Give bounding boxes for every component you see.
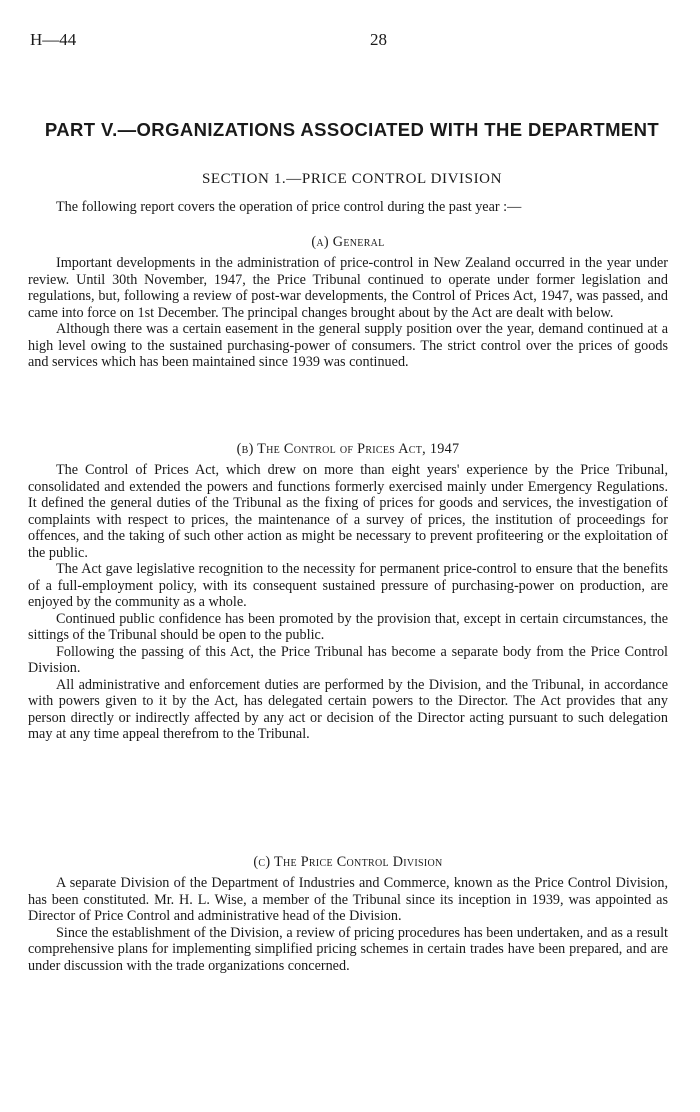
paragraph: The Act gave legislative recognition to the necessity for permanent price-control to ensure that the benefits of a full-employment policy, with its consequent sustained pressure of purchasing-power on production, are enjoyed by the community as a whole.	[28, 561, 668, 610]
subsection-body-general	[28, 255, 668, 371]
document-reference: H—44	[30, 30, 77, 49]
subsection-body-control-of-prices-act	[28, 462, 668, 743]
subsection-heading-price-control-division: (c) The Price Control Division	[253, 854, 443, 870]
subsection-heading-control-of-prices-act: (b) The Control of Prices Act, 1947	[236, 441, 460, 457]
section-title: SECTION 1.—PRICE CONTROL DIVISION	[201, 171, 503, 187]
subsection-heading-general: (a) General	[311, 234, 385, 250]
paragraph: Although there was a certain easement in the general supply position over the year, demand continued at a high level owing to the sustained purchasing-power of consumers. The strict control over the prices of goods and services which has been maintained since 1939 was continued.	[28, 321, 668, 370]
paragraph: Continued public confidence has been promoted by the provision that, except in certain circumstances, the sittings of the Tribunal should be open to the public.	[28, 610, 668, 643]
paragraph: A separate Division of the Department of Industries and Commerce, known as the Price Control Division, has been constituted. Mr. H. L. Wise, a member of the Tribunal since its inception in 1939, was appointed as Director of Price Control and administrative head of the Division.	[28, 875, 668, 924]
paragraph: Important developments in the administration of price-control in New Zealand occurred in the year under review. Until 30th November, 1947, the Price Tribunal continued to operate under former legislation and regulations, but, following a review of post-war developments, the Control of Prices Act, 1947, was passed, and came into force on 1st December. The principal changes brought about by the Act are dealt with below.	[28, 255, 668, 321]
paragraph: All administrative and enforcement duties are performed by the Division, and the Tribunal, in accordance with powers given to it by the Act, has delegated certain powers to the Director. The Act provides that any person directly or indirectly affected by any act or decision of the Director acting pursuant to such delegation may at any time appeal therefrom to the Tribunal.	[28, 676, 668, 742]
paragraph: The Control of Prices Act, which drew on more than eight years' experience by the Price Tribunal, consolidated and extended the powers and functions formerly exercised mainly under Emergency Regulations. It defined the general duties of the Tribunal as the fixing of prices for goods and services, the investigation of complaints with respect to prices, the maintenance of a survey of prices, the institution of proceedings for offences, and the taking of such other action as might be necessary to prevent profiteering or the exploitation of the public.	[28, 462, 668, 561]
intro-paragraph	[28, 199, 668, 216]
page-number: 28	[370, 30, 387, 49]
subsection-body-price-control-division	[28, 875, 668, 974]
page-header	[30, 30, 670, 52]
paragraph: Following the passing of this Act, the Price Tribunal has become a separate body from the Price Control Division.	[28, 643, 668, 676]
intro-text: The following report covers the operation of price control during the past year :—	[56, 199, 522, 215]
part-title: PART V.—ORGANIZATIONS ASSOCIATED WITH THE DEPARTMENT	[44, 119, 660, 140]
paragraph: Since the establishment of the Division, a review of pricing procedures has been undertaken, and as a result comprehensive plans for implementing simplified pricing schemes in certain trades have been prepared, and are under discussion with the trade organizations concerned.	[28, 924, 668, 974]
